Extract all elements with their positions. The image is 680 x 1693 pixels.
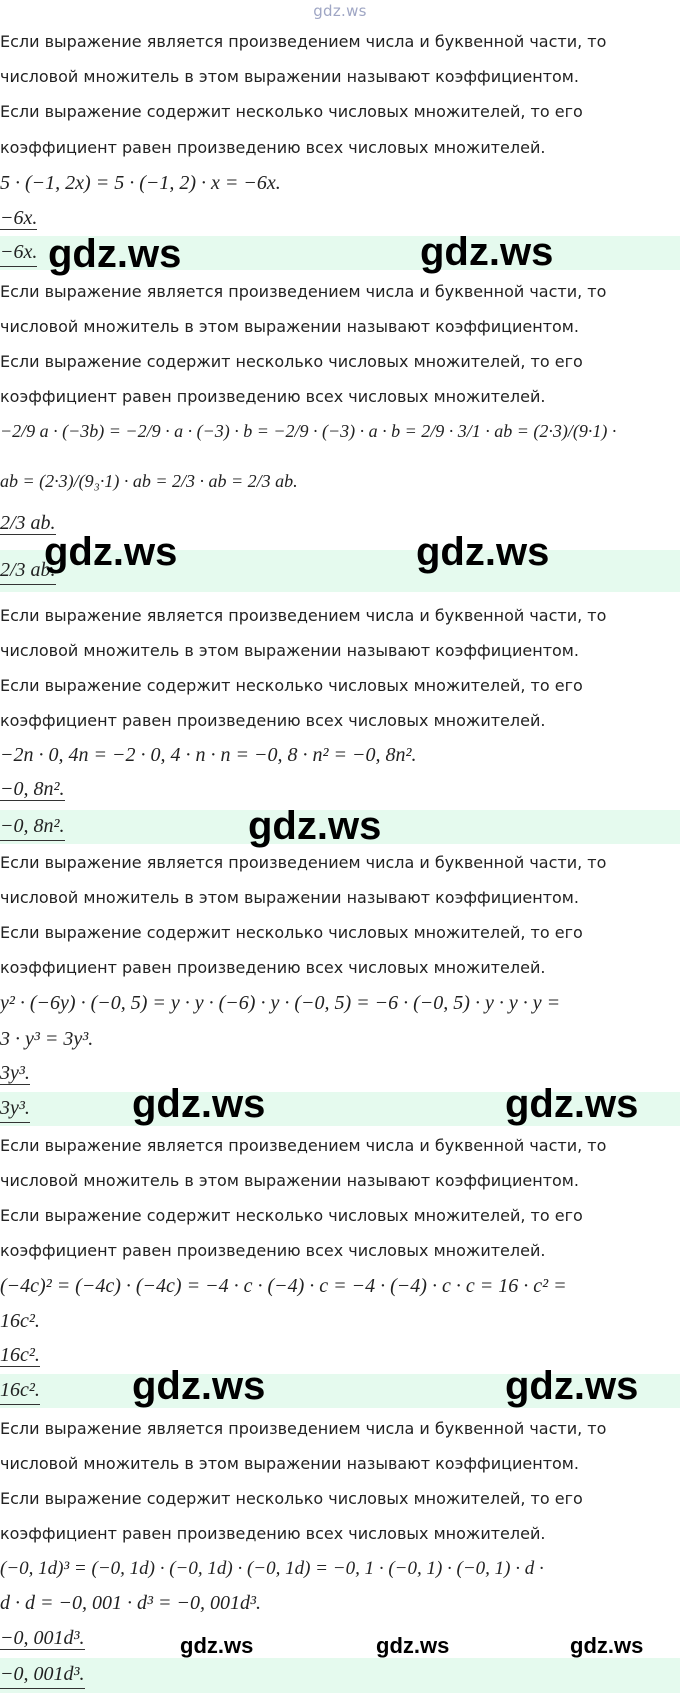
rule-line-1: Если выражение является произведением числа и буквенной части, то	[0, 282, 607, 301]
solution-line: (−4c)² = (−4c) · (−4c) = −4 · c · (−4) · c = −4 · (−4) · c · c = 16 · c² =	[0, 1275, 567, 1297]
final-answer: 16c².	[0, 1376, 40, 1405]
rule-line-3: Если выражение содержит несколько числовых множителей, то его	[0, 102, 583, 121]
watermark: gdz.ws	[44, 530, 178, 574]
rule-line-1: Если выражение является произведением числа и буквенной части, то	[0, 853, 607, 872]
answer-text: 3y³.	[0, 1062, 30, 1084]
answer-band	[0, 1658, 680, 1693]
rule-line-4: коэффициент равен произведению всех числовых множителей.	[0, 958, 546, 977]
rule-line-1: Если выражение является произведением числа и буквенной части, то	[0, 1419, 607, 1438]
rule-line-2: числовой множитель в этом выражении называют коэффициентом.	[0, 317, 579, 336]
final-answer: 2/3 ab.	[0, 556, 56, 585]
solution-line: y² · (−6y) · (−0, 5) = y · y · (−6) · y · (−0, 5) = −6 · (−0, 5) · y · y · y =	[0, 992, 561, 1014]
answer-text: −0, 8n².	[0, 778, 65, 800]
solution-line: (−0, 1d)³ = (−0, 1d) · (−0, 1d) · (−0, 1d) = −0, 1 · (−0, 1) · (−0, 1) · d ·	[0, 1558, 544, 1579]
rule-line-3: Если выражение содержит несколько числовых множителей, то его	[0, 1206, 583, 1225]
rule-line-2: числовой множитель в этом выражении называют коэффициентом.	[0, 1454, 579, 1473]
rule-line-4: коэффициент равен произведению всех числовых множителей.	[0, 387, 546, 406]
answer-text: 16c².	[0, 1344, 40, 1366]
final-answer: −0, 001d³.	[0, 1660, 85, 1689]
rule-line-2: числовой множитель в этом выражении называют коэффициентом.	[0, 1171, 579, 1190]
rule-line-2: числовой множитель в этом выражении называют коэффициентом.	[0, 67, 579, 86]
watermark: gdz.ws	[132, 1364, 266, 1408]
watermark: gdz.ws	[420, 230, 554, 274]
watermark: gdz.ws	[505, 1364, 639, 1408]
final-answer: 3y³.	[0, 1094, 30, 1123]
solution-line: −2n · 0, 4n = −2 · 0, 4 · n · n = −0, 8 · n² = −0, 8n².	[0, 744, 417, 766]
rule-line-1: Если выражение является произведением числа и буквенной части, то	[0, 1136, 607, 1155]
watermark: gdz.ws	[376, 1633, 450, 1658]
rule-line-1: Если выражение является произведением числа и буквенной части, то	[0, 606, 607, 625]
solution-line: −2/9 a · (−3b) = −2/9 · a · (−3) · b = −2/9 · (−3) · a · b = 2/9 · 3/1 · ab = (2·3)/(9·1) ·	[0, 421, 617, 441]
rule-line-4: коэффициент равен произведению всех числовых множителей.	[0, 138, 546, 157]
rule-line-3: Если выражение содержит несколько числовых множителей, то его	[0, 1489, 583, 1508]
rule-line-1: Если выражение является произведением числа и буквенной части, то	[0, 32, 607, 51]
rule-line-3: Если выражение содержит несколько числовых множителей, то его	[0, 923, 583, 942]
watermark: gdz.ws	[570, 1633, 644, 1658]
solution-line: 16c².	[0, 1310, 40, 1332]
answer-line	[0, 1625, 85, 1651]
rule-line-3: Если выражение содержит несколько числовых множителей, то его	[0, 352, 583, 371]
site-logo[interactable]: gdz.ws	[313, 2, 367, 20]
solution-line: ab = (2·3)/(9₃·1) · ab = 2/3 · ab = 2/3 ab.	[0, 471, 298, 491]
watermark: gdz.ws	[48, 232, 182, 276]
watermark: gdz.ws	[180, 1633, 254, 1658]
final-answer: −6x.	[0, 238, 37, 267]
rule-line-2: числовой множитель в этом выражении называют коэффициентом.	[0, 641, 579, 660]
rule-line-4: коэффициент равен произведению всех числовых множителей.	[0, 711, 546, 730]
answer-line	[0, 205, 37, 231]
answer-text: −0, 001d³.	[0, 1627, 85, 1649]
watermark: gdz.ws	[505, 1082, 639, 1126]
answer-line	[0, 1060, 30, 1086]
answer-line	[0, 1342, 40, 1368]
solution-line: d · d = −0, 001 · d³ = −0, 001d³.	[0, 1592, 261, 1614]
final-answer: −0, 8n².	[0, 812, 65, 841]
watermark: gdz.ws	[416, 530, 550, 574]
answer-line	[0, 776, 65, 802]
answer-text: −6x.	[0, 207, 38, 229]
rule-line-3: Если выражение содержит несколько числовых множителей, то его	[0, 676, 583, 695]
rule-line-4: коэффициент равен произведению всех числовых множителей.	[0, 1524, 546, 1543]
solution-line: 3 · y³ = 3y³.	[0, 1028, 94, 1050]
watermark: gdz.ws	[132, 1082, 266, 1126]
rule-line-4: коэффициент равен произведению всех числовых множителей.	[0, 1241, 546, 1260]
watermark: gdz.ws	[248, 804, 382, 848]
answer-text: 2/3 ab.	[0, 512, 56, 534]
rule-line-2: числовой множитель в этом выражении называют коэффициентом.	[0, 888, 579, 907]
solution-line: 5 · (−1, 2x) = 5 · (−1, 2) · x = −6x.	[0, 172, 281, 194]
